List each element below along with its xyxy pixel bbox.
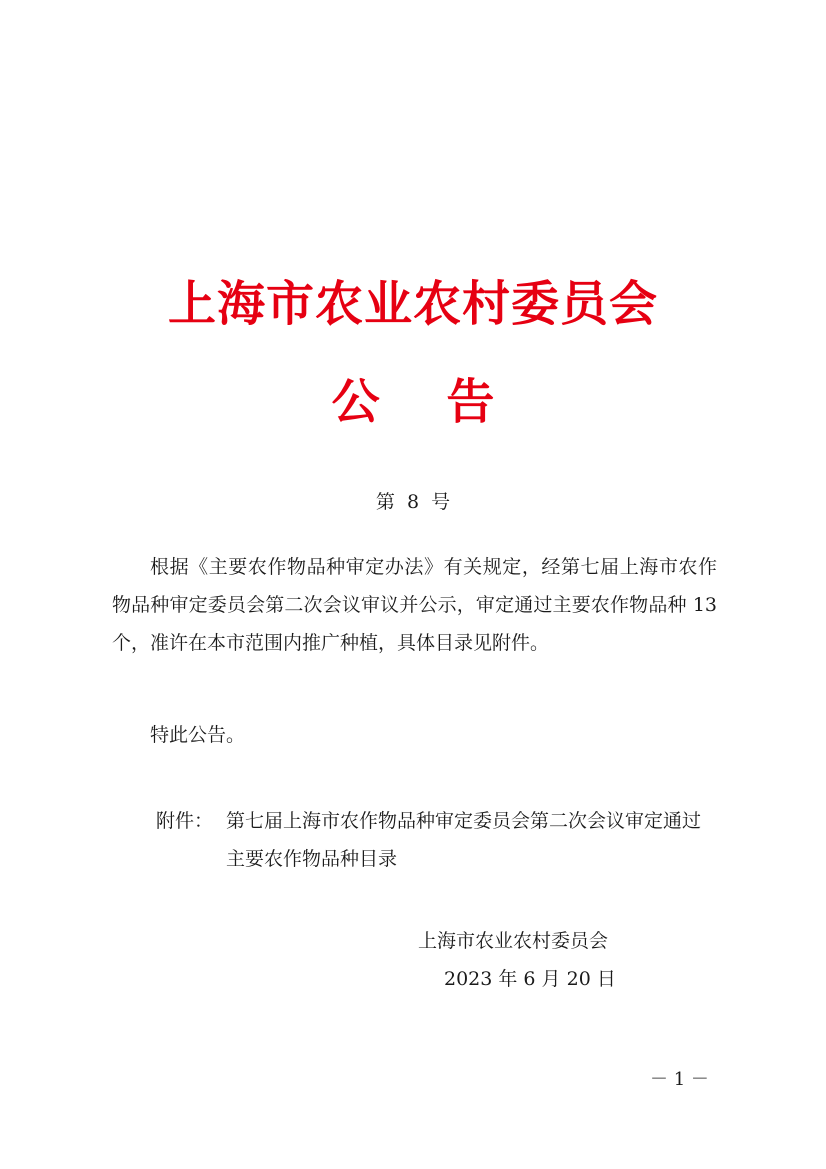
- issuing-authority-title: 上海市农业农村委员会: [167, 276, 658, 332]
- signature-date: 2023 年 6 月 20 日: [444, 968, 616, 990]
- signature-block: [418, 922, 678, 998]
- body-paragraph-2: 特此公告。: [150, 724, 246, 746]
- signature-organization: 上海市农业农村委员会: [418, 930, 609, 952]
- attachment-label: 附件：: [156, 810, 214, 832]
- body-paragraph-1: 根据《主要农作物品种审定办法》有关规定，经第七届上海市农作物品种审定委员会第二次会议审议并公示，审定通过主要农作物品种 13 个，准许在本市范围内推广种植，具体目录见附件。: [112, 556, 717, 654]
- attachment-content: 第七届上海市农作物品种审定委员会第二次会议审定通过主要农作物品种目录: [226, 810, 702, 870]
- announcement-heading: 公 告: [331, 374, 495, 430]
- document-number: 第 8 号: [375, 491, 451, 513]
- page-number: － 1 －: [650, 1069, 709, 1090]
